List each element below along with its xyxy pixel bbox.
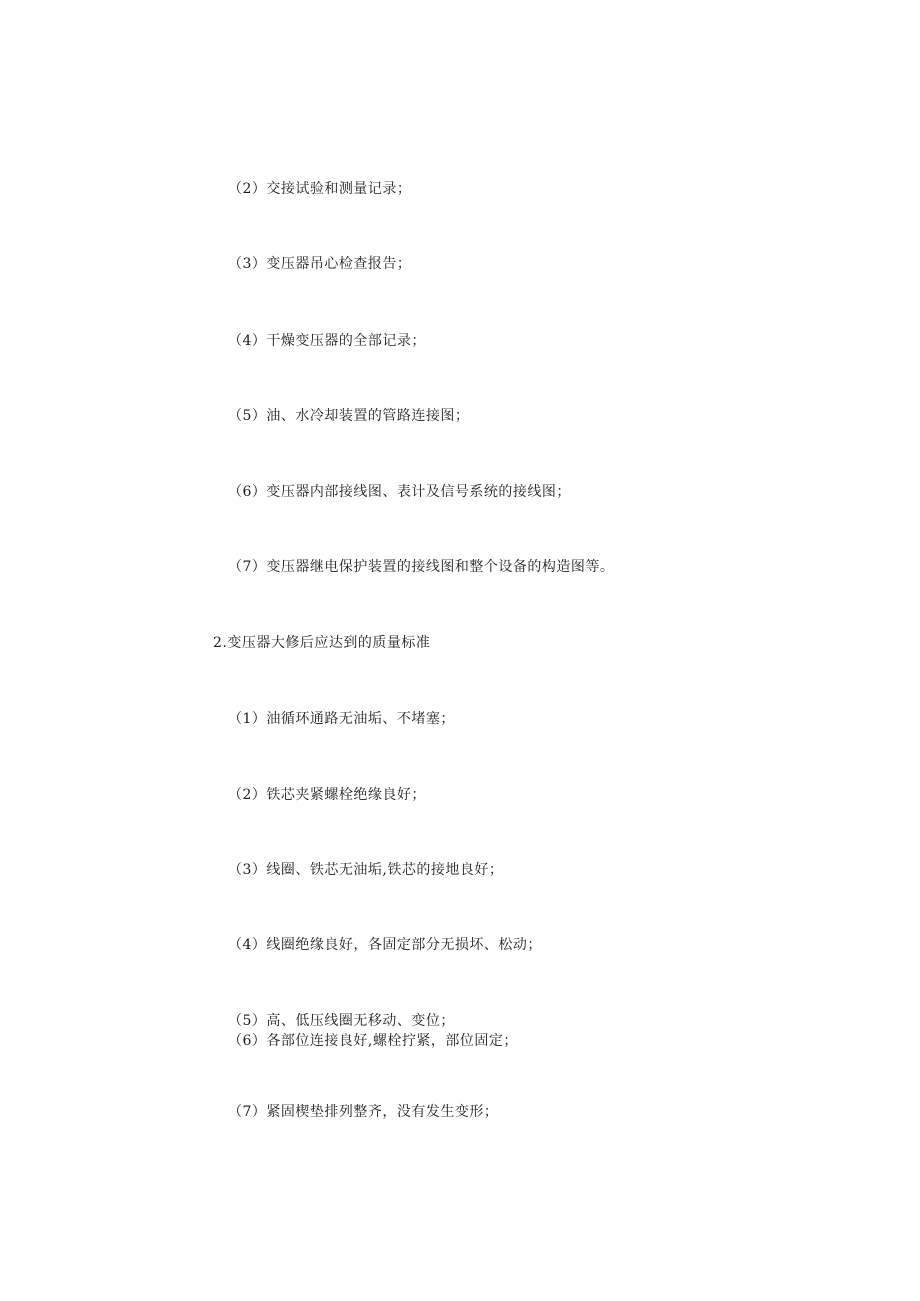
list-item: （7）变压器继电保护装置的接线图和整个设备的构造图等。 [228, 559, 615, 575]
list-item: （3）线圈、铁芯无油垢,铁芯的接地良好； [228, 862, 504, 878]
list-item: （2）交接试验和测量记录； [228, 181, 412, 197]
list-item: （5）油、水冷却装置的管路连接图； [228, 408, 470, 424]
list-item: （5）高、低压线圈无移动、变位； [228, 1013, 455, 1029]
list-item: （4）干燥变压器的全部记录； [228, 333, 426, 349]
list-item: （3）变压器吊心检查报告； [228, 256, 412, 272]
list-item: （7）紧固楔垫排列整齐，没有发生变形； [228, 1104, 499, 1120]
list-item: （4）线圈绝缘良好，各固定部分无损坏、松动； [228, 937, 542, 953]
list-item: （6）变压器内部接线图、表计及信号系统的接线图； [228, 484, 571, 500]
list-item: （2）铁芯夹紧螺栓绝缘良好； [228, 787, 426, 803]
list-item: （1）油循环通路无油垢、不堵塞； [228, 711, 455, 727]
section-heading: 2.变压器大修后应达到的质量标准 [213, 635, 431, 651]
list-item: （6）各部位连接良好,螺栓拧紧，部位固定； [228, 1033, 518, 1049]
